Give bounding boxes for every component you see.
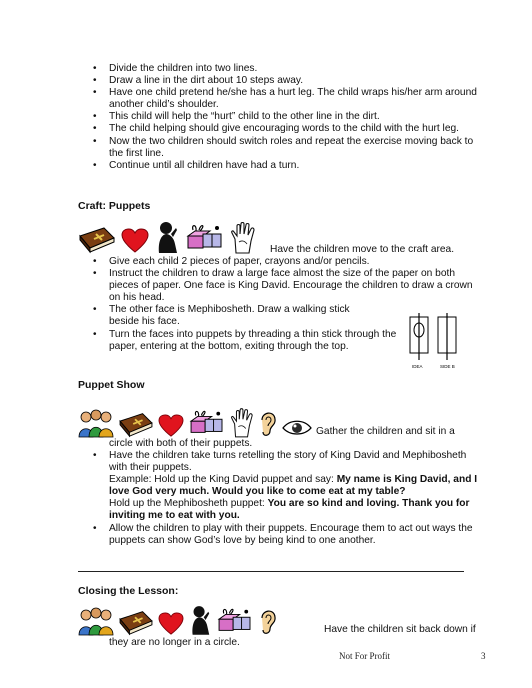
list-item: • Turn the faces into puppets by threading a thin stick through the paper, entering at the bottom, exiting through the top. <box>82 329 399 353</box>
section-heading-craft: Craft: Puppets <box>78 200 151 212</box>
eye-icon <box>282 418 312 438</box>
hand-icon <box>230 222 256 254</box>
heart-icon <box>158 414 184 438</box>
puppet-show-icon-row <box>78 400 312 438</box>
list-item: • Divide the children into two lines. <box>82 63 482 75</box>
page-number: 3 <box>481 651 486 661</box>
closing-caption: Have the children sit back down if <box>324 624 476 635</box>
craft-icon-row <box>78 214 256 254</box>
ear-icon <box>258 408 278 438</box>
diagram-label: IDEA <box>412 364 423 369</box>
ear-icon <box>258 606 278 636</box>
puppet-diagram-icon <box>402 312 462 370</box>
list-item: • Have one child pretend he/she has a hurt leg. The child wraps his/her arm around another child’s shoulder. <box>82 87 482 111</box>
group-icon <box>78 408 114 438</box>
list-item: • Give each child 2 pieces of paper, crayons and/or pencils. <box>82 256 482 268</box>
list-item: • This child will help the “hurt” child to the other line in the dirt. <box>82 111 482 123</box>
puppet-show-caption: Gather the children and sit in a <box>316 426 455 437</box>
hold-intro: Hold up the Mephibosheth puppet: <box>109 498 265 510</box>
section-divider <box>78 571 464 572</box>
game-instructions-list <box>82 63 482 172</box>
mephibosheth-line: You are so kind and loving. Thank you for inviting me to eat with you. <box>109 498 470 522</box>
list-item: • Instruct the children to draw a large face almost the size of the paper on both pieces of paper. One face is King David. Encourage the children to draw a crown on his head. <box>82 268 482 304</box>
diagram-label: SIDE B <box>440 364 455 369</box>
closing-caption-cont: they are no longer in a circle. <box>109 637 240 648</box>
list-item: • The child helping should give encouraging words to the child with the hurt leg. <box>82 123 482 135</box>
list-item: • The other face is Mephibosheth. Draw a walking stick beside his face. <box>82 304 379 328</box>
heart-icon <box>121 228 149 254</box>
list-item: • Now the two children should switch roles and repeat the exercise moving back to the first line. <box>82 136 482 160</box>
gift-icon <box>185 222 225 254</box>
puppet-show-item: Have the children take turns retelling the story of King David and Mephibosheth with their puppets. <box>109 450 467 474</box>
puppet-show-caption-cont: circle with both of their puppets. <box>109 438 253 449</box>
list-item <box>82 450 487 523</box>
bible-icon <box>118 408 154 438</box>
section-heading-closing: Closing the Lesson: <box>78 585 179 597</box>
praying-child-icon <box>154 220 180 254</box>
footer-text: Not For Profit <box>339 651 391 661</box>
bible-icon <box>118 606 154 636</box>
group-icon <box>78 606 114 636</box>
list-item: • Continue until all children have had a turn. <box>82 160 482 172</box>
section-heading-puppet-show: Puppet Show <box>78 379 145 391</box>
praying-child-icon <box>188 604 212 636</box>
bible-icon <box>78 222 116 254</box>
list-item: • Draw a line in the dirt about 10 steps away. <box>82 75 482 87</box>
puppet-show-list <box>82 450 487 547</box>
example-intro: Example: Hold up the King David puppet and say: <box>109 474 334 486</box>
gift-icon <box>216 606 254 636</box>
craft-caption: Have the children move to the craft area. <box>270 244 455 255</box>
king-david-line: My name is King David, and I love God very much. Would you like to come eat at my table? <box>109 474 478 498</box>
closing-icon-row <box>78 600 278 636</box>
hand-icon <box>230 408 254 438</box>
heart-icon <box>158 612 184 636</box>
list-item: • Allow the children to play with their puppets. Encourage them to act out ways the puppets can show God’s love by being kind to one another. <box>82 523 487 547</box>
gift-icon <box>188 408 226 438</box>
